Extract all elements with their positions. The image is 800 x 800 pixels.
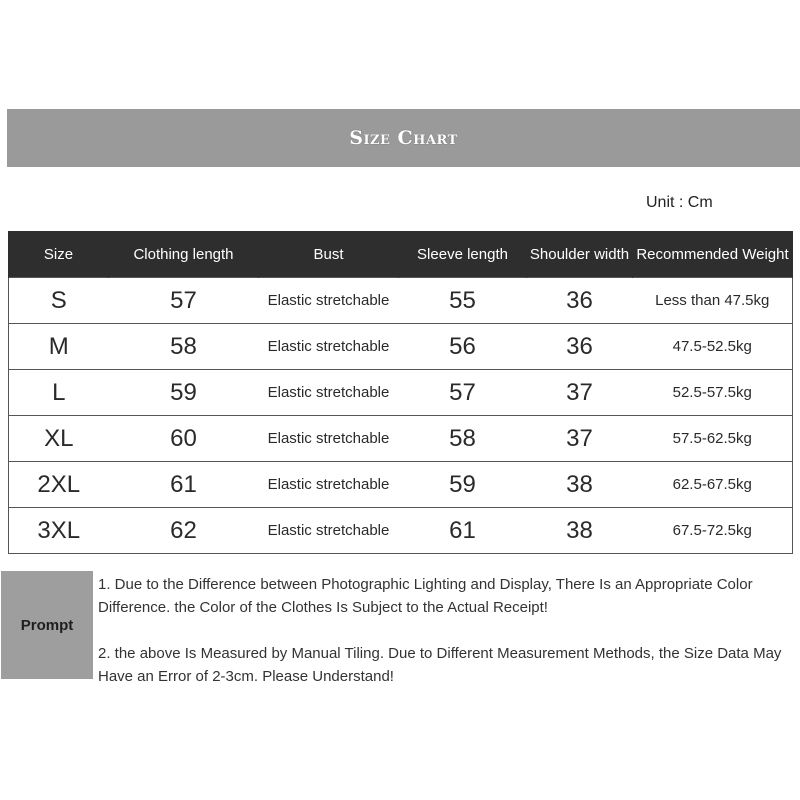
- cell-clothing-length: 60: [109, 416, 259, 462]
- table-row: [9, 508, 793, 554]
- cell-shoulder-width: 36: [527, 278, 633, 324]
- cell-bust: Elastic stretchable: [259, 324, 399, 370]
- cell-shoulder-width: 37: [527, 370, 633, 416]
- cell-size: 2XL: [9, 462, 109, 508]
- cell-bust: Elastic stretchable: [259, 278, 399, 324]
- cell-sleeve-length: 61: [399, 508, 527, 554]
- cell-size: M: [9, 324, 109, 370]
- cell-bust: Elastic stretchable: [259, 508, 399, 554]
- cell-clothing-length: 62: [109, 508, 259, 554]
- cell-size: L: [9, 370, 109, 416]
- cell-bust: Elastic stretchable: [259, 370, 399, 416]
- cell-recommended-weight: Less than 47.5kg: [633, 278, 793, 324]
- cell-recommended-weight: 47.5-52.5kg: [633, 324, 793, 370]
- size-chart-table: [8, 231, 793, 554]
- unit-label: Unit : Cm: [646, 194, 713, 211]
- cell-size: XL: [9, 416, 109, 462]
- cell-shoulder-width: 36: [527, 324, 633, 370]
- cell-recommended-weight: 67.5-72.5kg: [633, 508, 793, 554]
- cell-bust: Elastic stretchable: [259, 462, 399, 508]
- table-row: [9, 324, 793, 370]
- cell-shoulder-width: 37: [527, 416, 633, 462]
- header-sleeve-length: Sleeve length: [399, 231, 527, 278]
- cell-clothing-length: 61: [109, 462, 259, 508]
- header-bust: Bust: [259, 231, 399, 278]
- cell-sleeve-length: 57: [399, 370, 527, 416]
- cell-clothing-length: 57: [109, 278, 259, 324]
- cell-sleeve-length: 55: [399, 278, 527, 324]
- cell-sleeve-length: 56: [399, 324, 527, 370]
- cell-size: S: [9, 278, 109, 324]
- cell-recommended-weight: 57.5-62.5kg: [633, 416, 793, 462]
- cell-shoulder-width: 38: [527, 462, 633, 508]
- cell-recommended-weight: 62.5-67.5kg: [633, 462, 793, 508]
- cell-clothing-length: 59: [109, 370, 259, 416]
- prompt-note-2: 2. the above Is Measured by Manual Tiling. Due to Different Measurement Methods, the Size Data May Have an Error of 2-3cm. Please Understand!: [98, 645, 782, 685]
- header-clothing-length: Clothing length: [109, 231, 259, 278]
- cell-clothing-length: 58: [109, 324, 259, 370]
- page-title: Size Chart: [349, 127, 458, 149]
- table-row: [9, 462, 793, 508]
- header-recommended-weight: Recommended Weight: [633, 231, 793, 278]
- cell-sleeve-length: 58: [399, 416, 527, 462]
- prompt-label: Prompt: [20, 616, 74, 634]
- cell-size: 3XL: [9, 508, 109, 554]
- cell-sleeve-length: 59: [399, 462, 527, 508]
- prompt-note-1: 1. Due to the Difference between Photographic Lighting and Display, There Is an Appropriate Color Difference. the Color of the Clothes Is Subject to the Actual Receipt!: [98, 576, 753, 616]
- prompt-box: [1, 571, 93, 679]
- table-header-row: [9, 231, 793, 278]
- header-size: Size: [9, 231, 109, 278]
- cell-shoulder-width: 38: [527, 508, 633, 554]
- cell-bust: Elastic stretchable: [259, 416, 399, 462]
- table-row: [9, 278, 793, 324]
- cell-recommended-weight: 52.5-57.5kg: [633, 370, 793, 416]
- title-bar: [7, 109, 800, 167]
- header-shoulder-width: Shoulder width: [527, 231, 633, 278]
- table-row: [9, 416, 793, 462]
- table-row: [9, 370, 793, 416]
